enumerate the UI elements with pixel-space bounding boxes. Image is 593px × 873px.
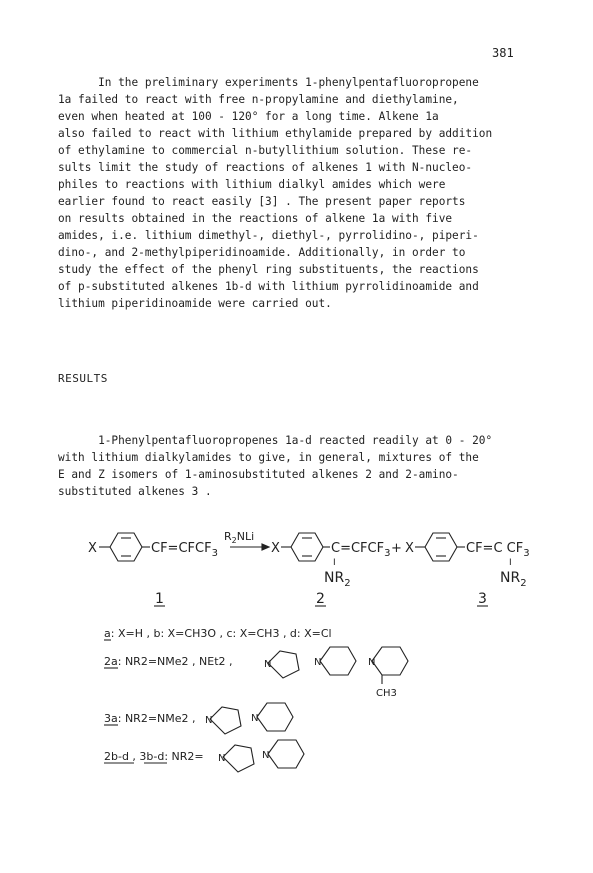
nitrogen-atom: N [218, 753, 226, 764]
text-line: even when heated at 100 - 120° for a long time. Alkene 1a [58, 110, 439, 123]
chain-1: $CF=CFCF_3$ [151, 541, 218, 559]
nitrogen-atom: N [314, 657, 322, 668]
text-line: study the effect of the phenyl ring substituents, the reactions [58, 263, 479, 276]
bond-bar: I [333, 558, 336, 568]
legend-2a: 2a: NR2=NMe2 , NEt2 , [104, 655, 233, 668]
chain-2: $C=CFCF_3$ [331, 541, 391, 559]
piperidine-ring [268, 740, 304, 768]
text-line: 1a failed to react with free n-propylamine and diethylamine, [58, 93, 459, 106]
page-number: 381 [492, 46, 514, 60]
substituent-x: X [271, 541, 280, 556]
arrow-head [262, 544, 269, 550]
compound-number-2: 2 [316, 591, 325, 607]
text-line: E and Z isomers of 1-aminosubstituted alkenes 2 and 2-amino- [58, 468, 459, 481]
chain-3: CF=C $CF_3$ [466, 541, 530, 559]
methyl-group: CH3 [376, 688, 397, 699]
text-line: of p-substituted alkenes 1b-d with lithium pyrrolidinoamide and [58, 280, 479, 293]
compound-number-3: 3 [478, 591, 487, 607]
text-line: substituted alkenes 3 . [58, 485, 212, 498]
benzene-ring [110, 533, 142, 561]
legend-3a: 3a: NR2=NMe2 , [104, 712, 196, 725]
text-line: In the preliminary experiments 1-phenylpentafluoropropene [58, 76, 479, 89]
methylpiperidine-ring [372, 647, 408, 675]
text-line: sults limit the study of reactions of alkenes 1 with N-nucleo- [58, 161, 473, 174]
section-heading: RESULTS [58, 372, 108, 385]
text-line: philes to reactions with lithium dialkyl amides which were [58, 178, 446, 191]
nitrogen-atom: N [262, 750, 270, 761]
nitrogen-atom: N [251, 713, 259, 724]
text-line: amides, i.e. lithium dimethyl-, diethyl-, pyrrolidino-, piperi- [58, 229, 479, 242]
text-line: 1-Phenylpentafluoropropenes 1a-d reacted readily at 0 - 20° [58, 434, 493, 447]
text-line: also failed to react with lithium ethylamide prepared by addition [58, 127, 493, 140]
legend-bd: 2b-d , 3b-d: NR2= [104, 750, 204, 763]
compound-number-1: 1 [155, 591, 164, 607]
benzene-ring [425, 533, 457, 561]
text-line: dino-, and 2-methylpiperidinoamide. Additionally, in order to [58, 246, 466, 259]
legend-substituents: a: X=H , b: X=CH3O , c: X=CH3 , d: X=Cl [104, 627, 332, 640]
nitrogen-atom: N [205, 715, 213, 726]
text-line: lithium piperidinoamide were carried out. [58, 297, 332, 310]
amino-group: $NR_2$ [324, 570, 351, 589]
pyrrolidine-ring [268, 651, 299, 678]
substituent-x: X [405, 541, 414, 556]
pyrrolidine-ring [223, 745, 254, 772]
benzene-ring [291, 533, 323, 561]
reagent: $R_2NLi$ [224, 530, 255, 545]
bond-bar: I [509, 558, 512, 568]
pyrrolidine-ring [210, 707, 241, 734]
text-line: earlier found to react easily [3] . The present paper reports [58, 195, 466, 208]
text-line: of ethylamine to commercial n-butyllithium solution. These re- [58, 144, 473, 157]
amino-group: $NR_2$ [500, 570, 527, 589]
nitrogen-atom: N [368, 657, 376, 668]
nitrogen-atom: N [264, 659, 272, 670]
substituent-x: X [88, 541, 97, 556]
plus-sign: + [391, 541, 402, 556]
text-line: on results obtained in the reactions of alkene 1a with five [58, 212, 453, 225]
piperidine-ring [257, 703, 293, 731]
text-line: with lithium dialkylamides to give, in general, mixtures of the [58, 451, 479, 464]
piperidine-ring [320, 647, 356, 675]
